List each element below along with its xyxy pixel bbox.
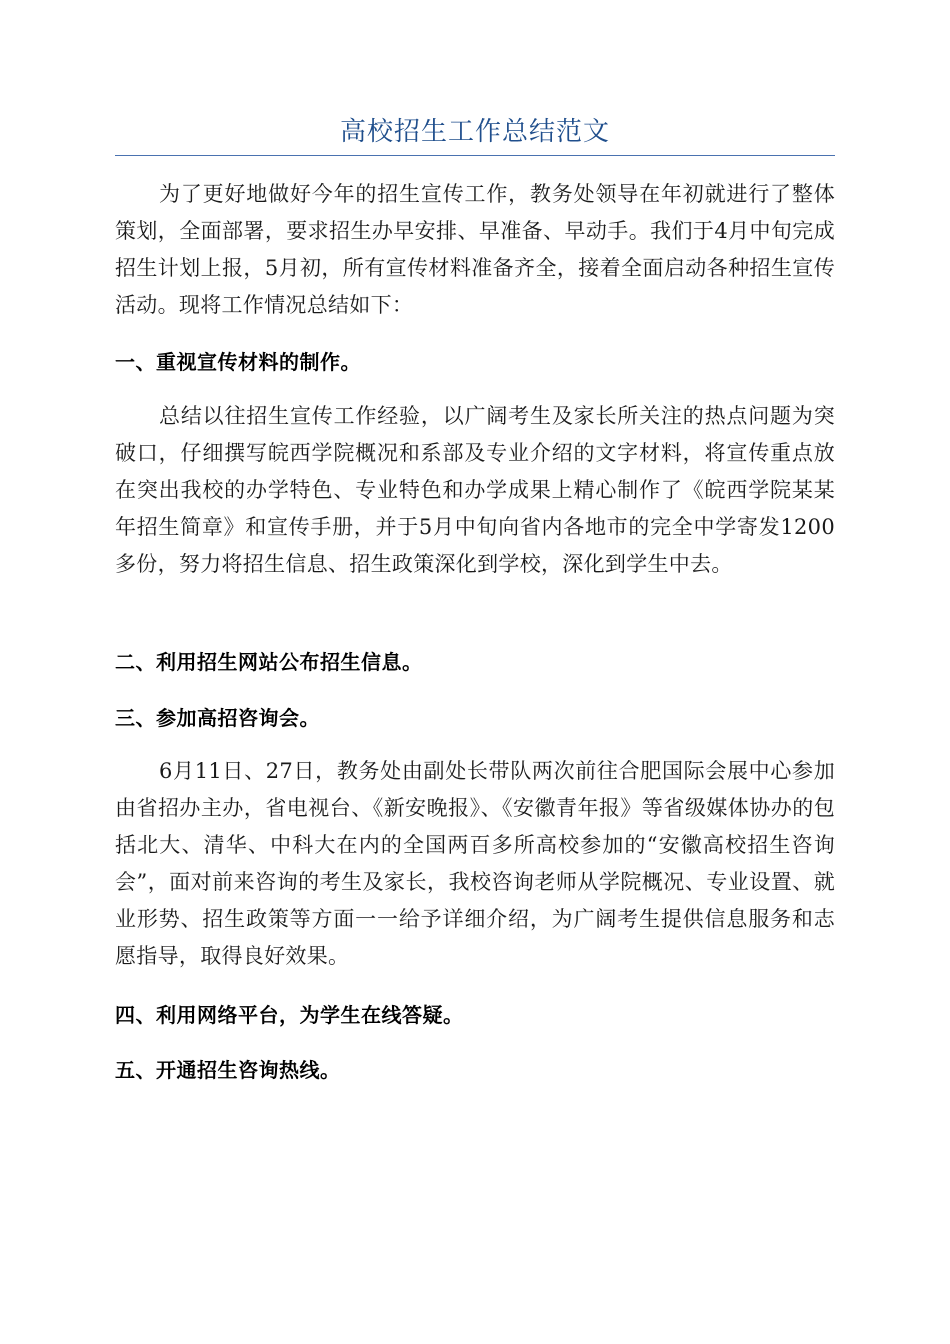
section-1-body: 总结以往招生宣传工作经验，以广阔考生及家长所关注的热点问题为突破口，仔细撰写皖西学院概况和系部及专业介绍的文字材料，将宣传重点放在突出我校的办学特色、专业特色和办学成果上精心制作了《皖西学院某某年招生简章》和宣传手册，并于5月中旬向省内各地市的完全中学寄发1200多份，努力将招生信息、招生政策深化到学校，深化到学生中去。 (115, 404, 835, 576)
document-title: 高校招生工作总结范文 (339, 117, 610, 147)
title-underline (115, 155, 835, 156)
section-3-body: 6月11日、27日，教务处由副处长带队两次前往合肥国际会展中心参加由省招办主办，省电视台、《新安晚报》、《安徽青年报》等省级媒体协办的包括北大、清华、中科大在内的全国两百多所高校参加的“安徽高校招生咨询会”，面对前来咨询的考生及家长，我校咨询老师从学院概况、专业设置、就业形势、招生政策等方面一一给予详细介绍，为广阔考生提供信息服务和志愿指导，取得良好效果。 (115, 759, 835, 968)
intro-paragraph: 为了更好地做好今年的招生宣传工作，教务处领导在年初就进行了整体策划，全面部署，要求招生办早安排、早准备、早动手。我们于4月中旬完成招生计划上报，5月初，所有宣传材料准备齐全，接着全面启动各种招生宣传活动。现将工作情况总结如下： (115, 182, 835, 317)
section-2-heading: 二、利用招生网站公布招生信息。 (115, 650, 423, 674)
section-3-heading: 三、参加高招咨询会。 (115, 706, 320, 730)
section-4-heading: 四、利用网络平台，为学生在线答疑。 (115, 1003, 464, 1027)
section-5-heading: 五、开通招生咨询热线。 (115, 1058, 341, 1082)
section-1-heading: 一、重视宣传材料的制作。 (115, 350, 361, 374)
